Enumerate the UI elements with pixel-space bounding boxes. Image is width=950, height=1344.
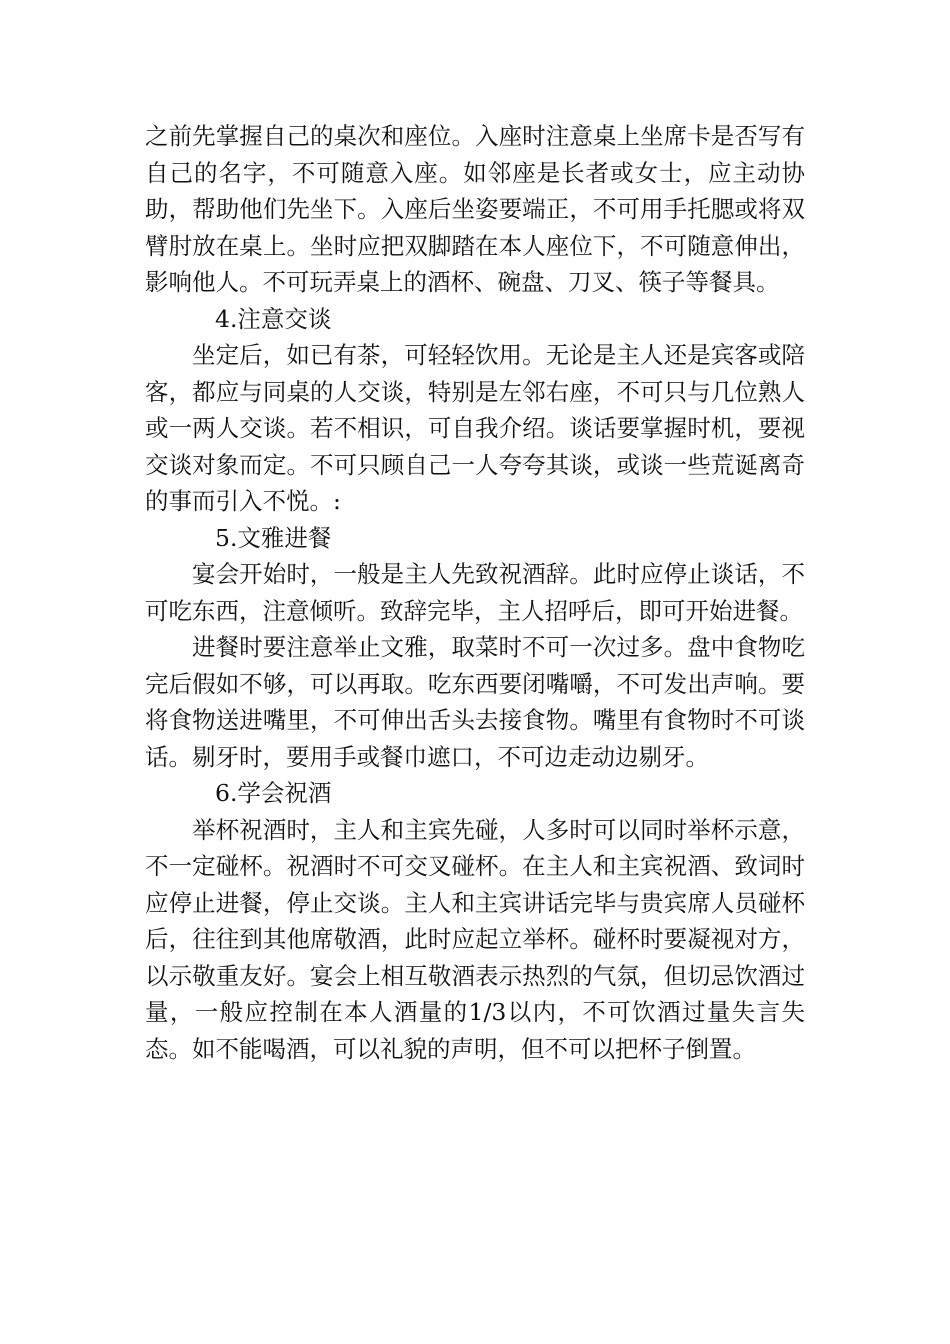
paragraph-dining-manners: 进餐时要注意举止文雅，取菜时不可一次过多。盘中食物吃完后假如不够，可以再取。吃东西要闭嘴嚼，不可发出声响。要将食物送进嘴里，不可伸出舌头去接食物。嘴里有食物时不可谈话。剔牙时，要用手或餐巾遮口，不可边走动边剔牙。 bbox=[145, 633, 805, 771]
heading-toast: 6.学会祝酒 bbox=[215, 779, 332, 807]
heading-conversation: 4.注意交谈 bbox=[215, 304, 332, 333]
heading-dining: 5.文雅进餐 bbox=[215, 523, 332, 552]
paragraph-dining-start: 宴会开始时，一般是主人先致祝酒辞。此时应停止谈话，不可吃东西，注意倾听。致辞完毕，主人招呼后，即可开始进餐。 bbox=[145, 560, 805, 625]
paragraph-conversation: 坐定后，如已有茶，可轻轻饮用。无论是主人还是宾客或陪客，都应与同桌的人交谈，特别是左邻右座，不可只与几位熟人或一两人交谈。若不相识，可自我介绍。谈话要掌握时机，要视交谈对象而定。不可只顾自己一人夸夸其谈，或谈一些荒诞离奇的事而引入不悦。: bbox=[145, 341, 805, 515]
paragraph-seating: 之前先掌握自己的桌次和座位。入座时注意桌上坐席卡是否写有自己的名字，不可随意入座。如邻座是长者或女士，应主动协助，帮助他们先坐下。入座后坐姿要端正，不可用手托腮或将双臂肘放在桌上。坐时应把双脚踏在本人座位下，不可随意伸出，影响他人。不可玩弄桌上的酒杯、碗盘、刀叉、筷子等餐具。 bbox=[145, 122, 805, 296]
paragraph-toast: 举杯祝酒时，主人和主宾先碰，人多时可以同时举杯示意，不一定碰杯。祝酒时不可交叉碰杯。在主人和主宾祝酒、致词时应停止进餐，停止交谈。主人和主宾讲话完毕与贵宾席人员碰杯后，往往到其他席敬酒，此时应起立举杯。碰杯时要凝视对方，以示敬重友好。宴会上相互敬酒表示热烈的气氛，但切忌饮酒过量，一般应控制在本人酒量的1/3以内，不可饮酒过量失言失态。如不能喝酒，可以礼貌的声明，但不可以把杯子倒置。 bbox=[145, 815, 805, 1063]
document-page bbox=[145, 118, 805, 1067]
